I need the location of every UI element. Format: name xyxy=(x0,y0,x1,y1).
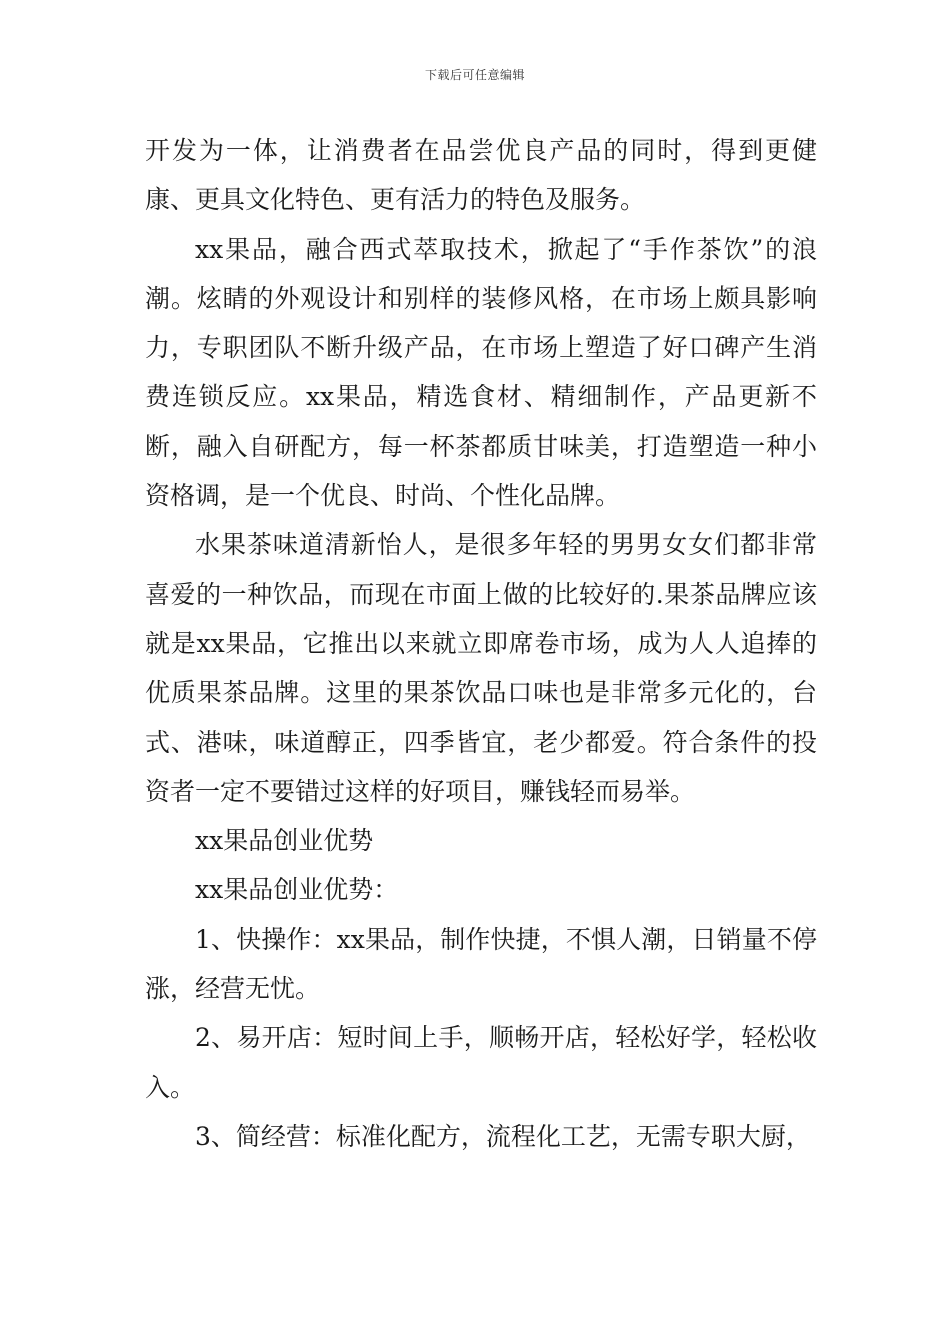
page-header: 下载后可任意编辑 xyxy=(424,68,525,82)
list-item-1: 1、快操作：xx果品，制作快捷，不惧人潮，日销量不停涨，经营无忧。 xyxy=(145,924,817,1004)
paragraph-1: 开发为一体，让消费者在品尝优良产品的同时，得到更健康、更具文化特色、更有活力的特色及服务。 xyxy=(145,136,817,215)
list-item-3: 3、简经营：标准化配方，流程化工艺，无需专职大厨， xyxy=(195,1121,811,1151)
document-body xyxy=(145,126,817,1161)
paragraph-2: xx果品，融合西式萃取技术，掀起了“手作茶饮”的浪潮。炫睛的外观设计和别样的装修风格，在市场上颇具影响力，专职团队不断升级产品，在市场上塑造了好口碑产生消费连锁反应。xx果品，精选食材、精细制作，产品更新不断，融入自研配方，每一杯茶都质甘味美，打造塑造一种小资格调，是一个优良、时尚、个性化品牌。 xyxy=(145,234,817,511)
paragraph-3: 水果茶味道清新怡人，是很多年轻的男男女女们都非常喜爱的一种饮品，而现在市面上做的比较好的.果茶品牌应该就是xx果品，它推出以来就立即席卷市场，成为人人追捧的优质果茶品牌。这里的果茶饮品口味也是非常多元化的，台式、港味，味道醇正，四季皆宜，老少都爱。符合条件的投资者一定不要错过这样的好项目，赚钱轻而易举。 xyxy=(145,530,817,806)
section-heading: xx果品创业优势 xyxy=(195,826,374,856)
list-item-2: 2、易开店：短时间上手，顺畅开店，轻松好学，轻松收入。 xyxy=(145,1023,817,1102)
section-subheading: xx果品创业优势： xyxy=(195,875,399,905)
